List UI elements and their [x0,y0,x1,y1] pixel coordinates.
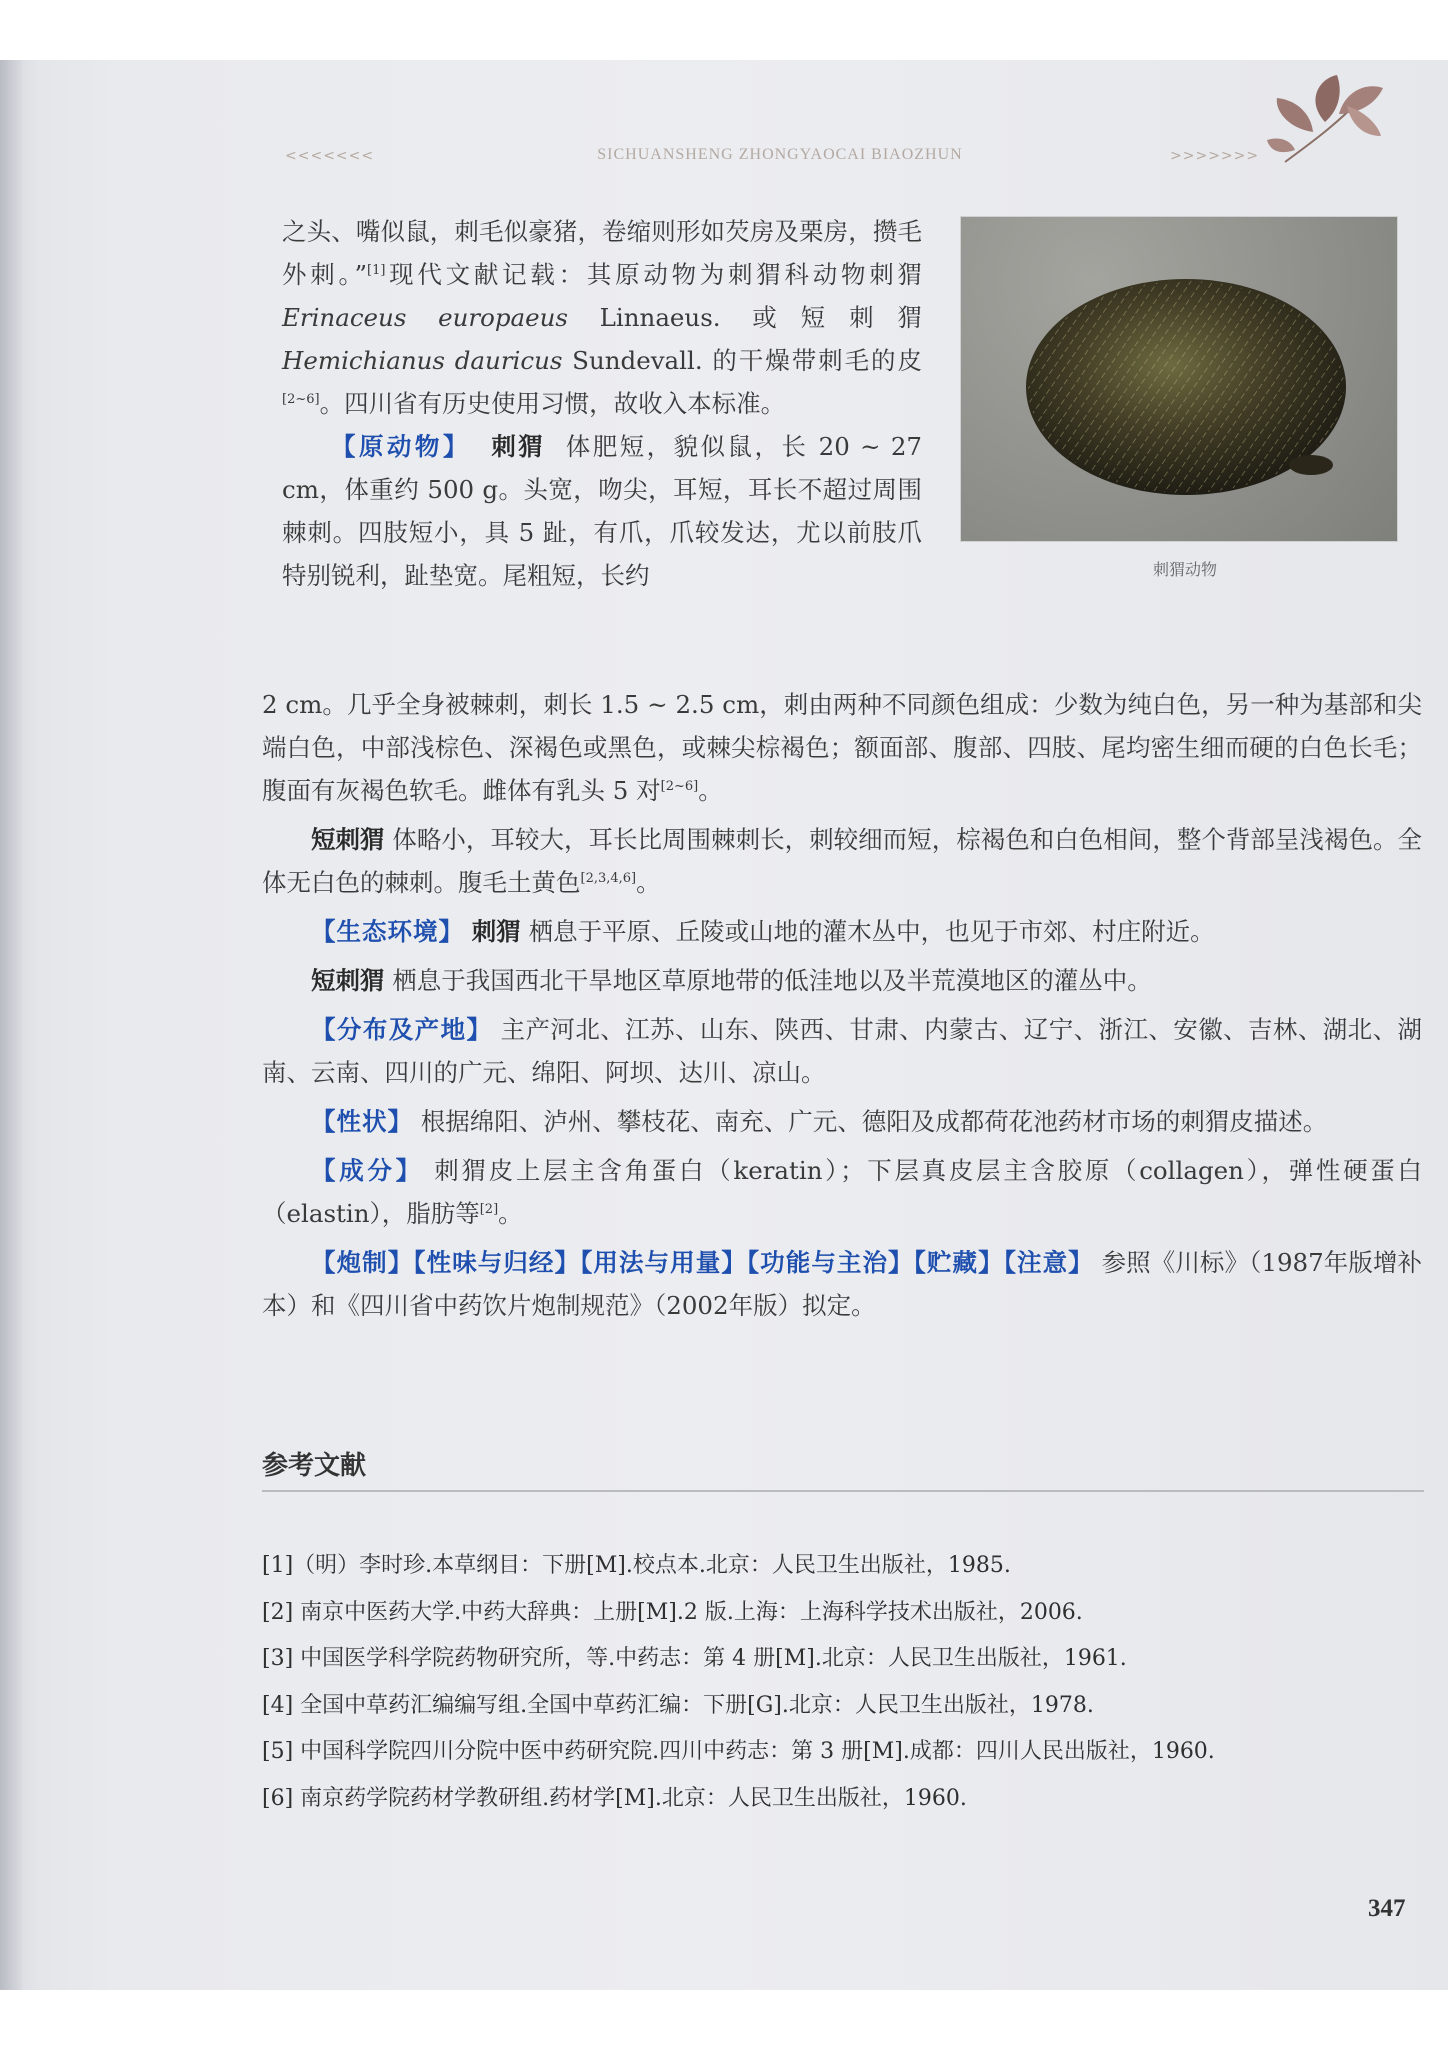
section-label-function: 【功能与主治】 [746,1248,914,1277]
header-title: SICHUANSHENG ZHONGYAOCAI BIAOZHUN [597,146,963,163]
section-label-usage: 【用法与用量】 [580,1248,747,1277]
header-ornament-left: <<<<<<< [285,148,375,164]
body-wrapped-column [282,210,922,597]
section-label-distribution: 【分布及产地】 [311,1015,493,1044]
animal-paragraph-start: 【原动物】 刺猬 体肥短，貌似鼠，长 20 ~ 27 cm，体重约 500 g。头宽，吻尖，耳短，耳长不超过周围棘刺。四肢短小，具 5 趾，有爪，爪较发达，尤以前肢爪特别锐利，趾垫宽。尾粗短，长约 [282,432,923,590]
reference-item: [3] 中国医学科学院药物研究所，等.中药志：第 4 册[M].北京：人民卫生出版社，1961. [262,1646,1127,1671]
section-label-taste: 【性味与归经】 [413,1248,581,1277]
section-label-processing: 【炮制】 [311,1248,414,1277]
section-label-composition: 【成分】 [311,1156,424,1185]
ecology-paragraph: 【生态环境】 刺猬 栖息于平原、丘陵或山地的灌木丛中，也见于市郊、村庄附近。 [311,917,1215,946]
traits-paragraph: 【性状】 根据绵阳、泸州、攀枝花、南充、广元、德阳及成都荷花池药材市场的刺猬皮描述。 [311,1107,1328,1136]
references-heading: 参考文献 [262,1451,367,1481]
book-page [0,60,1448,1990]
hedgehog-photo [960,216,1398,542]
page-number: 347 [1368,1895,1406,1922]
reference-item: [4] 全国中草药汇编编写组.全国中草药汇编：下册[G].北京：人民卫生出版社，1978. [262,1692,1094,1718]
distribution-paragraph: 【分布及产地】 主产河北、江苏、山东、陕西、甘肃、内蒙古、辽宁、浙江、安徽、吉林、湖北、湖南、云南、四川的广元、绵阳、阿坝、达川、凉山。 [262,1015,1422,1087]
body-full-column [262,683,1422,1327]
reference-item: [5] 中国科学院四川分院中医中药研究院.四川中药志：第 3 册[M].成都：四川人民出版社，1960. [262,1739,1215,1764]
hedgehog-illustration [961,217,1397,541]
short-spine-paragraph: 短刺猬 体略小，耳较大，耳长比周围棘刺长，刺较细而短，棕褐色和白色相间，整个背部呈浅褐色。全体无白色的棘刺。腹毛土黄色[2,3,4,6]。 [262,825,1422,897]
processing-paragraph: 【炮制】【性味与归经】【用法与用量】【功能与主治】【贮藏】【注意】 参照《川标》（1987年版增补本）和《四川省中药饮片炮制规范》（2002年版）拟定。 [262,1248,1423,1320]
section-label-storage: 【贮藏】 [913,1248,1004,1277]
references-list [262,1543,1422,1822]
reference-item: [2] 南京中医药大学.中药大辞典：上册[M].2 版.上海：上海科学技术出版社，2006. [262,1599,1083,1625]
section-label-animal: 【原动物】 [331,432,471,461]
header-ornament-right: >>>>>>> [1170,148,1260,164]
figure-caption: 刺猬动物 [1152,560,1217,579]
composition-paragraph: 【成分】 刺猬皮上层主含角蛋白（keratin）；下层真皮层主含胶原（collagen），弹性硬蛋白（elastin），脂肪等[2]。 [262,1156,1422,1228]
reference-item: [6] 南京药学院药材学教研组.药材学[M].北京：人民卫生出版社，1960. [262,1785,967,1811]
animal-paragraph-cont: 2 cm。几乎全身被棘刺，刺长 1.5 ~ 2.5 cm，刺由两种不同颜色组成：少数为纯白色，另一种为基部和尖端白色，中部浅棕色、深褐色或黑色，或棘尖棕褐色；额面部、腹部、四肢、尾均密生细而硬的白色长毛；腹面有灰褐色软毛。雌体有乳头 5 对[2~6]。 [262,690,1422,805]
references-divider [262,1490,1424,1492]
leaf-ornament-icon [1265,70,1395,170]
ecology2-paragraph: 短刺猬 栖息于我国西北干旱地区草原地带的低洼地以及半荒漠地区的灌丛中。 [311,966,1152,995]
reference-item: [1]（明）李时珍.本草纲目：下册[M].校点本.北京：人民卫生出版社，1985. [262,1553,1011,1578]
section-label-traits: 【性状】 [311,1107,413,1136]
page-binding-shadow [0,60,22,1990]
section-label-ecology: 【生态环境】 [311,917,464,946]
running-header [0,102,1448,164]
section-label-caution: 【注意】 [1003,1248,1094,1277]
intro-paragraph: 之头、嘴似鼠，刺毛似豪猪，卷缩则形如芡房及栗房，攒毛外刺。”[1]现代文献记载：其原动物为刺猬科动物刺猬 Erinaceus europaeus Linnaeus. 或短刺猬Hemichianus dauricus Sundevall. 的干燥带刺毛的皮[2~6]。四川省有历史使用习惯，故收入本标准。 [282,217,922,418]
